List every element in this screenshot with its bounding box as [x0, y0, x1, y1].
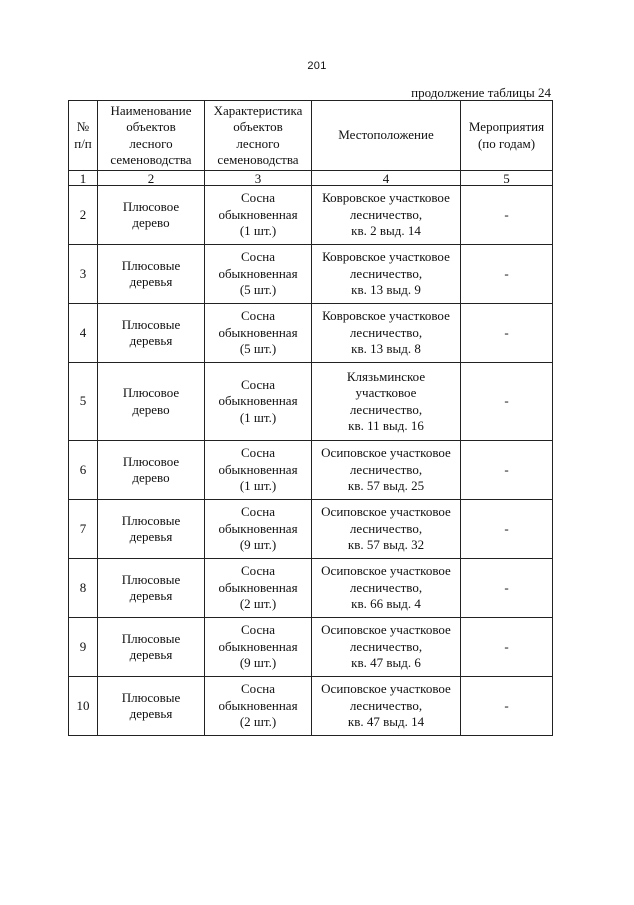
table-row: [69, 441, 553, 500]
row-number: 10: [69, 677, 98, 736]
cell-line: (1 шт.): [239, 409, 277, 425]
object-name: [98, 304, 205, 363]
cell-line: (5 шт.): [239, 341, 277, 357]
cell-line: Сосна: [241, 563, 275, 579]
cell-line: лесничество,: [349, 401, 423, 417]
cell-line: Ковровское участковое: [322, 190, 450, 206]
cell-line: кв. 13 выд. 9: [351, 282, 421, 298]
cell-line: Ковровское участковое: [322, 249, 450, 265]
cell-line: обыкновенная: [218, 393, 298, 409]
cell-line: кв. 13 выд. 8: [351, 341, 421, 357]
cell-line: лесничество,: [349, 579, 423, 595]
table-row: [69, 618, 553, 677]
object-name: [98, 677, 205, 736]
location: [312, 677, 461, 736]
events: -: [461, 618, 553, 677]
cell-line: обыкновенная: [218, 324, 298, 340]
cell-line: обыкновенная: [218, 697, 298, 713]
cell-line: участковое: [355, 385, 417, 400]
cell-line: Плюсовые: [121, 316, 181, 332]
column-number: 3: [205, 171, 312, 186]
column-number: 4: [312, 171, 461, 186]
header-line: объектов: [126, 119, 176, 134]
events: -: [461, 441, 553, 500]
cell-line: дерево: [132, 470, 170, 485]
row-number: 3: [69, 245, 98, 304]
cell-line: Плюсовое: [122, 453, 180, 469]
cell-line: (1 шт.): [239, 478, 277, 494]
cell-line: обыкновенная: [218, 638, 298, 654]
header-line: семеноводства: [110, 152, 192, 167]
cell-line: Сосна: [241, 308, 275, 324]
object-characteristic: [205, 186, 312, 245]
cell-line: деревья: [129, 274, 173, 289]
object-name: [98, 186, 205, 245]
header-line: №: [76, 119, 90, 134]
cell-line: лесничество,: [349, 520, 423, 536]
cell-line: (1 шт.): [239, 223, 277, 239]
location: [312, 500, 461, 559]
object-name: [98, 441, 205, 500]
cell-line: Плюсовые: [121, 630, 181, 646]
cell-line: Сосна: [241, 445, 275, 461]
row-number: 9: [69, 618, 98, 677]
header-object-characteristic: [205, 101, 312, 171]
location: [312, 363, 461, 441]
forest-seed-objects-table: [68, 100, 553, 736]
events: -: [461, 363, 553, 441]
table-row: [69, 363, 553, 441]
header-line: (по годам): [477, 135, 536, 151]
cell-line: Сосна: [241, 190, 275, 206]
cell-line: деревья: [129, 333, 173, 348]
cell-line: (9 шт.): [239, 655, 277, 671]
cell-line: Плюсовое: [122, 198, 180, 214]
cell-line: обыкновенная: [218, 265, 298, 281]
header-line: лесного: [236, 135, 280, 151]
cell-line: кв. 47 выд. 6: [351, 655, 421, 671]
cell-line: Сосна: [241, 504, 275, 520]
object-characteristic: [205, 245, 312, 304]
table-row: [69, 245, 553, 304]
cell-line: кв. 47 выд. 14: [347, 714, 425, 730]
cell-line: кв. 2 выд. 14: [351, 223, 421, 239]
table-row: [69, 500, 553, 559]
cell-line: Осиповское участковое: [321, 681, 451, 697]
events: -: [461, 559, 553, 618]
header-number: [69, 101, 98, 171]
cell-line: лесничество,: [349, 206, 423, 222]
table-row: [69, 304, 553, 363]
header-line: Мероприятия: [468, 119, 545, 134]
column-number: 5: [461, 171, 553, 186]
object-name: [98, 245, 205, 304]
cell-line: кв. 57 выд. 32: [347, 537, 425, 553]
events: -: [461, 500, 553, 559]
location: [312, 441, 461, 500]
table-row: [69, 186, 553, 245]
cell-line: лесничество,: [349, 697, 423, 713]
cell-line: деревья: [129, 706, 173, 721]
header-object-name: [98, 101, 205, 171]
row-number: 5: [69, 363, 98, 441]
cell-line: лесничество,: [349, 324, 423, 340]
cell-line: деревья: [129, 647, 173, 662]
object-name: [98, 500, 205, 559]
object-characteristic: [205, 677, 312, 736]
table-header-row: [69, 101, 553, 171]
location: [312, 186, 461, 245]
cell-line: (5 шт.): [239, 282, 277, 298]
cell-line: Плюсовые: [121, 689, 181, 705]
cell-line: Сосна: [241, 376, 275, 392]
header-line: Характеристика: [213, 102, 303, 118]
events: -: [461, 186, 553, 245]
cell-line: обыкновенная: [218, 520, 298, 536]
location: [312, 304, 461, 363]
object-name: [98, 559, 205, 618]
table-caption: продолжение таблицы 24: [411, 85, 551, 100]
object-characteristic: [205, 500, 312, 559]
cell-line: Плюсовые: [121, 257, 181, 273]
cell-line: дерево: [132, 401, 170, 417]
cell-line: Сосна: [241, 249, 275, 265]
cell-line: дерево: [132, 215, 170, 230]
cell-line: Осиповское участковое: [321, 622, 451, 638]
cell-line: (2 шт.): [239, 596, 277, 612]
table-row: [69, 559, 553, 618]
location: [312, 245, 461, 304]
row-number: 4: [69, 304, 98, 363]
cell-line: Плюсовые: [121, 571, 181, 587]
header-line: Наименование: [110, 102, 192, 118]
events: -: [461, 677, 553, 736]
cell-line: (2 шт.): [239, 714, 277, 730]
cell-line: Осиповское участковое: [321, 563, 451, 579]
events: -: [461, 245, 553, 304]
cell-line: деревья: [129, 588, 173, 603]
row-number: 2: [69, 186, 98, 245]
cell-line: Осиповское участковое: [321, 445, 451, 461]
events: -: [461, 304, 553, 363]
cell-line: лесничество,: [349, 265, 423, 281]
object-name: [98, 618, 205, 677]
cell-line: обыкновенная: [218, 579, 298, 595]
object-characteristic: [205, 441, 312, 500]
header-line: лесного: [129, 135, 173, 151]
header-line: семеноводства: [217, 152, 299, 167]
cell-line: Осиповское участковое: [321, 504, 451, 520]
cell-line: Сосна: [241, 681, 275, 697]
cell-line: Плюсовые: [121, 512, 181, 528]
cell-line: кв. 57 выд. 25: [347, 478, 425, 494]
header-line: объектов: [233, 119, 283, 134]
cell-line: кв. 66 выд. 4: [351, 596, 421, 612]
column-number: 1: [69, 171, 98, 186]
cell-line: Плюсовое: [122, 385, 180, 400]
row-number: 7: [69, 500, 98, 559]
location: [312, 559, 461, 618]
header-line: Местоположение: [338, 127, 434, 143]
header-line: п/п: [74, 135, 92, 151]
cell-line: Ковровское участковое: [322, 308, 450, 324]
row-number: 8: [69, 559, 98, 618]
column-number-row: [69, 171, 553, 186]
row-number: 6: [69, 441, 98, 500]
object-characteristic: [205, 618, 312, 677]
cell-line: лесничество,: [349, 638, 423, 654]
cell-line: Сосна: [241, 622, 275, 638]
object-characteristic: [205, 304, 312, 363]
page-number: 201: [307, 60, 327, 72]
location: [312, 618, 461, 677]
object-characteristic: [205, 559, 312, 618]
cell-line: (9 шт.): [239, 537, 277, 553]
table-row: [69, 677, 553, 736]
header-events: [461, 101, 553, 171]
cell-line: кв. 11 выд. 16: [348, 418, 424, 433]
cell-line: обыкновенная: [218, 461, 298, 477]
cell-line: обыкновенная: [218, 206, 298, 222]
column-number: 2: [98, 171, 205, 186]
object-characteristic: [205, 363, 312, 441]
object-name: [98, 363, 205, 441]
header-location: [312, 101, 461, 171]
cell-line: лесничество,: [349, 461, 423, 477]
cell-line: деревья: [129, 529, 173, 544]
cell-line: Клязьминское: [346, 368, 426, 384]
